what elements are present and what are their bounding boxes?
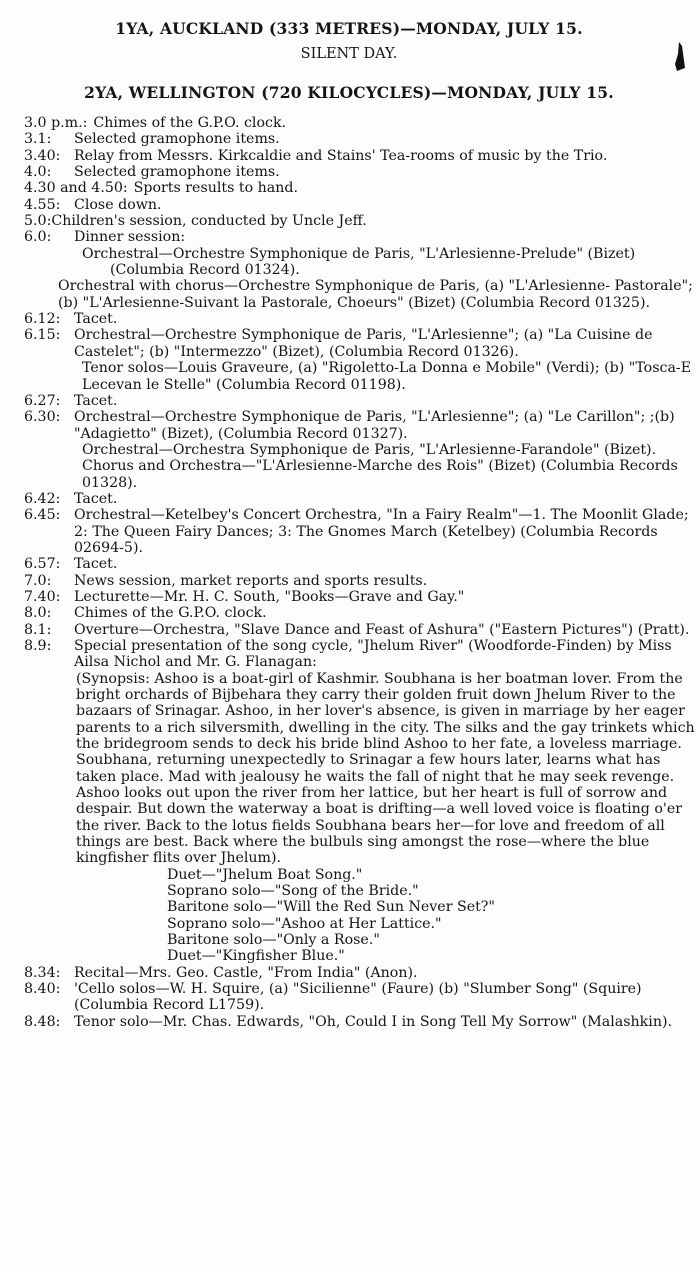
entry-time: 8.9: <box>24 638 52 654</box>
entry-text: Orchestral—Orchestre Symphonique de Paris, "L'Arlesienne"; (a) "Le Carillon"; ;(b) "Adagietto" (Bizet), (Columbia Record 01327). <box>74 409 675 442</box>
tenor-solos: Tenor solos—Louis Graveure, (a) "Rigoletto-La Donna e Mobile" (Verdi); (b) "Tosca-E Lecevan le Stelle" (Columbia Record 01198). <box>82 360 692 393</box>
entry-time: 8.40: <box>24 980 61 997</box>
entry-time: 8.1: <box>24 621 52 638</box>
entry-text: Tacet. <box>74 392 118 409</box>
programme-schedule <box>2 115 696 1030</box>
entry-text: Relay from Messrs. Kirkcaldie and Stains' Tea-rooms of music by the Trio. <box>74 147 608 164</box>
entry-time: 8.48: <box>24 1013 61 1030</box>
entry-time: 8.34: <box>24 964 61 981</box>
entry-time: 6.45: <box>24 507 61 524</box>
entry-text: 'Cello solos—W. H. Squire, (a) "Sicilienne" (Faure) (b) "Slumber Song" (Squire) (Columbia Record L1759). <box>74 980 642 1014</box>
entry-time: 4.30 and 4.50: <box>24 180 128 197</box>
programme-entry <box>24 638 696 671</box>
entry-text: News session, market reports and sports results. <box>74 572 428 589</box>
programme-entry <box>24 556 696 572</box>
entry-text: Close down. <box>74 196 162 213</box>
programme-entry <box>24 197 696 213</box>
programme-entry <box>24 229 696 245</box>
programme-entry <box>24 393 696 409</box>
programme-entry <box>24 327 696 360</box>
song-item: Soprano solo—"Song of the Bride." <box>167 883 419 900</box>
programme-entry <box>24 573 696 589</box>
entry-text: Orchestral—Orchestre Symphonique de Paris, "L'Arlesienne"; (a) "La Cuisine de Castelet"; (b) "Intermezzo" (Bizet), (Columbia Record 01326). <box>74 327 653 360</box>
song-item: Baritone solo—"Will the Red Sun Never Set?" <box>167 899 495 916</box>
entry-time: 7.40: <box>24 588 61 605</box>
entry-time: 3.0 p.m.: <box>24 115 88 131</box>
silent-day-note: SILENT DAY. <box>300 46 398 62</box>
entry-text: Recital—Mrs. Geo. Castle, "From India" (Anon). <box>74 964 418 981</box>
entry-time: 6.57: <box>24 556 61 573</box>
programme-entry <box>24 965 696 981</box>
programme-entry <box>24 180 696 196</box>
farandole-item: Orchestral—Orchestra Symphonique de Paris, "L'Arlesienne-Farandole" (Bizet). <box>82 441 657 458</box>
song-cycle-synopsis: (Synopsis: Ashoo is a boat-girl of Kashmir. Soubhana is her boatman lover. From the bright orchards of Bijbehara they carry their golden fruit down Jhelum River to the bazaars of Srinagar. Ashoo, in her lover's absence, is given in marriage by her eager parents to a rich silversmith, dwelling in the city. The silks and the gay trinkets which the bridegroom sends to deck his bride blind Ashoo to her fate, a loveless marriage. Soubhana, returning unexpectedly to Srinagar a few hours later, learns what has taken place. Mad with jealousy he waits the fall of night that he may seek revenge. Ashoo looks out upon the river from her lattice, but her heart is full of sorrow and despair. But down the waterway a boat is drifting—a well loved voice is floating o'er the river. Back to the lotus fields Soubhana bears her—for love and freedom of all things are best. Back where the bulbuls sing amongst the rose—where the blue kingfisher flits over Jhelum). <box>76 670 695 867</box>
entry-time: 6.12: <box>24 311 61 328</box>
programme-entry <box>24 589 696 605</box>
programme-entry <box>24 622 696 638</box>
entry-time: 3.1: <box>24 131 52 148</box>
entry-time: 4.0: <box>24 164 52 181</box>
chorus-item: Chorus and Orchestra—"L'Arlesienne-Marche des Rois" (Bizet) (Columbia Records 01328). <box>82 458 678 491</box>
programme-entry <box>24 981 696 1014</box>
song-item: Soprano solo—"Ashoo at Her Lattice." <box>167 915 442 932</box>
dinner-item: Orchestral—Orchestre Symphonique de Paris, "L'Arlesienne-Prelude" (Bizet) (Columbia Record 01324). <box>82 245 636 279</box>
station-heading-1ya: 1YA, AUCKLAND (333 METRES)—MONDAY, JULY 15. <box>115 19 583 38</box>
dinner-item: Orchestral with chorus—Orchestre Symphonique de Paris, (a) "L'Arlesienne- Pastorale"; (b) "L'Arlesienne-Suivant la Pastorale, Choeurs" (Bizet) (Columbia Record 01325). <box>58 278 693 311</box>
programme-entry <box>24 409 696 442</box>
entry-text: Selected gramophone items. <box>74 131 280 148</box>
programme-entry <box>24 605 696 621</box>
entry-time: 8.0: <box>24 605 52 622</box>
entry-text: Chimes of the G.P.O. clock. <box>93 115 287 131</box>
entry-text: Tacet. <box>74 556 118 573</box>
entry-time: 6.27: <box>24 392 61 409</box>
entry-time: 3.40: <box>24 147 61 164</box>
entry-text: Orchestral—Ketelbey's Concert Orchestra, "In a Fairy Realm"—1. The Moonlit Glade; 2: The Queen Fairy Dances; 3: The Gnomes March (Ketelbey) (Columbia Records 02694-5). <box>74 507 689 556</box>
programme-entry <box>24 491 696 507</box>
station-heading-2ya: 2YA, WELLINGTON (720 KILOCYCLES)—MONDAY, JULY 15. <box>84 83 614 102</box>
entry-text: Tacet. <box>74 311 118 328</box>
entry-time: 5.0: <box>24 213 52 230</box>
entry-text: Tenor solo—Mr. Chas. Edwards, "Oh, Could I in Song Tell My Sorrow" (Malashkin). <box>74 1013 672 1030</box>
entry-time: 6.42: <box>24 490 61 507</box>
programme-entry <box>24 213 696 229</box>
entry-text: Dinner session: <box>74 229 186 246</box>
programme-entry <box>24 164 696 180</box>
song-item: Duet—"Kingfisher Blue." <box>167 948 345 965</box>
entry-text: Tacet. <box>74 490 118 507</box>
programme-entry <box>24 115 696 131</box>
programme-entry <box>24 507 696 556</box>
entry-time: 4.55: <box>24 196 61 213</box>
entry-time: 6.15: <box>24 327 61 344</box>
programme-entry <box>24 311 696 327</box>
entry-text: Chimes of the G.P.O. clock. <box>74 605 267 622</box>
song-item: Duet—"Jhelum Boat Song." <box>167 866 363 883</box>
print-blot-mark <box>674 42 686 72</box>
programme-entry <box>24 131 696 147</box>
entry-text: Lecturette—Mr. H. C. South, "Books—Grave and Gay." <box>74 588 465 605</box>
programme-entry <box>24 148 696 164</box>
entry-text: Sports results to hand. <box>133 180 298 197</box>
entry-text: Children's session, conducted by Uncle Jeff. <box>51 213 367 230</box>
entry-text: Selected gramophone items. <box>74 164 280 181</box>
song-list <box>24 867 696 965</box>
entry-time: 7.0: <box>24 572 52 589</box>
song-item: Baritone solo—"Only a Rose." <box>167 932 380 948</box>
entry-text: Overture—Orchestra, "Slave Dance and Feast of Ashura" ("Eastern Pictures") (Pratt). <box>74 621 690 638</box>
entry-text: Special presentation of the song cycle, "Jhelum River" (Woodforde-Finden) by Miss Ailsa Nichol and Mr. G. Flanagan: <box>74 638 672 671</box>
entry-time: 6.0: <box>24 229 52 246</box>
entry-time: 6.30: <box>24 409 61 426</box>
programme-entry <box>24 1014 696 1030</box>
